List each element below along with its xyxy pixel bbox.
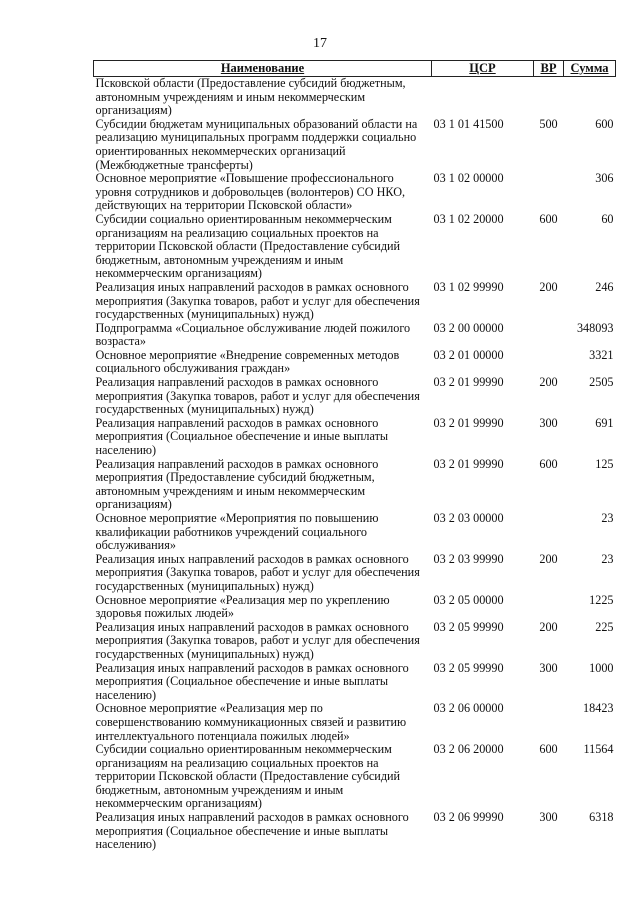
row-vr (534, 322, 564, 349)
row-name: Реализация иных направлений расходов в рамках основного мероприятия (Закупка товаров, работ и услуг для обеспечения государственных (муниципальных) нужд) (95, 619, 420, 661)
row-name: Реализация направлений расходов в рамках основного мероприятия (Социальное обеспечение и иные выплаты населению) (95, 415, 389, 458)
row-sum: 23 (601, 511, 614, 525)
row-name: Реализация направлений расходов в рамках основного мероприятия (Закупка товаров, работ и услуг для обеспечения государственных (муниципальных) нужд) (95, 375, 420, 417)
row-csr: 03 2 01 99990 (433, 456, 504, 471)
header-vr: ВР (534, 61, 564, 77)
row-name: Реализация иных направлений расходов в рамках основного мероприятия (Социальное обеспечение и иные выплаты населению) (95, 660, 409, 702)
table-row (94, 349, 616, 376)
table-row (94, 702, 616, 743)
table-row (94, 512, 616, 553)
row-vr: 300 (539, 415, 558, 430)
table-header-row (94, 61, 616, 77)
table-row (94, 172, 616, 213)
row-vr (534, 349, 564, 376)
row-name: Реализация направлений расходов в рамках основного мероприятия (Предоставление субсидий бюджетным, автономным учреждениям и иным некоммерческим организациям) (95, 456, 379, 512)
row-sum: 225 (595, 619, 614, 634)
row-sum: 1225 (589, 592, 614, 607)
table-row (94, 118, 616, 172)
row-csr: 03 2 06 20000 (433, 742, 504, 757)
table-row (94, 213, 616, 281)
row-csr: 03 2 00 00000 (433, 320, 504, 335)
row-sum: 691 (595, 415, 614, 430)
table-row (94, 662, 616, 703)
row-sum: 348093 (576, 320, 614, 335)
row-csr: 03 1 02 20000 (433, 211, 504, 226)
row-name: Основное мероприятие «Повышение профессионального уровня сотрудников и добровольцев (волонтеров) СО НКО, действующих на территории Псковской области» (95, 171, 406, 213)
row-name: Псковской области (Предоставление субсидий бюджетным, автономным учреждениям и иным некоммерческим организациям) (95, 76, 406, 118)
budget-table (93, 60, 616, 852)
row-vr: 300 (539, 660, 558, 675)
row-csr: 03 2 06 99990 (433, 810, 504, 825)
table-row (94, 811, 616, 852)
table-row (94, 553, 616, 594)
row-csr: 03 1 02 99990 (433, 279, 504, 294)
row-csr: 03 2 05 99990 (433, 660, 504, 675)
row-vr: 200 (539, 619, 558, 634)
page-number: 17 (313, 36, 327, 51)
row-sum: 23 (601, 551, 614, 566)
row-name: Реализация иных направлений расходов в рамках основного мероприятия (Закупка товаров, работ и услуг для обеспечения государственных (муниципальных) нужд) (95, 279, 420, 322)
row-name: Субсидии социально ориентированным некоммерческим организациям на реализацию социальных проектов на территории Псковской области (Предоставление субсидий бюджетным, автономным учреждениям и иным некоммерческим организациям) (95, 211, 401, 281)
row-csr: 03 2 05 00000 (433, 592, 504, 607)
row-name: Основное мероприятие «Внедрение современных методов социального обслуживания граждан» (95, 347, 400, 376)
row-vr: 600 (539, 211, 558, 226)
row-csr: 03 1 01 41500 (433, 116, 504, 131)
row-vr (534, 77, 564, 118)
row-csr (432, 77, 534, 118)
table-row (94, 594, 616, 621)
row-name: Основное мероприятие «Реализация мер по укреплению здоровья пожилых людей» (95, 592, 390, 621)
row-sum: 18423 (583, 701, 614, 716)
row-sum: 3321 (589, 347, 614, 362)
row-name: Основное мероприятие «Реализация мер по совершенствованию коммуникационных связей и развитию интеллектуального потенциала пожилых людей» (95, 701, 407, 743)
row-sum: 600 (595, 116, 614, 131)
row-sum: 306 (595, 171, 614, 186)
row-vr: 300 (539, 810, 558, 825)
row-csr: 03 1 02 00000 (433, 171, 504, 186)
row-vr (534, 172, 564, 213)
row-vr: 600 (539, 742, 558, 757)
row-sum: 246 (595, 279, 614, 294)
table-body (94, 77, 616, 852)
row-name: Субсидии бюджетам муниципальных образований области на реализацию муниципальных программ поддержки социально ориентированных некоммерческих организаций (Межбюджетные трансферты) (95, 116, 418, 172)
header-name: Наименование (94, 61, 432, 77)
table-row (94, 322, 616, 349)
table-row (94, 743, 616, 811)
row-name: Основное мероприятие «Мероприятия по повышению квалификации работников учреждений социального обслуживания» (95, 511, 379, 553)
row-name: Подпрограмма «Социальное обслуживание людей пожилого возраста» (95, 320, 411, 349)
row-sum (564, 77, 616, 118)
row-name: Реализация иных направлений расходов в рамках основного мероприятия (Закупка товаров, работ и услуг для обеспечения государственных (муниципальных) нужд) (95, 551, 420, 593)
row-csr: 03 2 03 00000 (433, 511, 504, 525)
row-vr: 600 (539, 456, 558, 471)
row-csr: 03 2 05 99990 (433, 619, 504, 634)
row-vr: 500 (539, 116, 558, 131)
row-sum: 11564 (583, 742, 614, 757)
table-row (94, 621, 616, 662)
row-sum: 125 (595, 456, 614, 471)
row-sum: 6318 (589, 810, 614, 825)
table-row (94, 376, 616, 417)
row-csr: 03 2 06 00000 (433, 701, 504, 716)
row-name: Реализация иных направлений расходов в рамках основного мероприятия (Социальное обеспечение и иные выплаты населению) (95, 810, 409, 852)
row-vr (534, 594, 564, 621)
row-vr (534, 512, 564, 553)
row-csr: 03 2 01 00000 (433, 347, 504, 362)
row-csr: 03 2 01 99990 (433, 375, 504, 390)
table-row (94, 458, 616, 512)
row-csr: 03 2 03 99990 (433, 551, 504, 566)
row-sum: 60 (601, 211, 614, 226)
row-csr: 03 2 01 99990 (433, 415, 504, 430)
row-name: Субсидии социально ориентированным некоммерческим организациям на реализацию социальных проектов на территории Псковской области (Предоставление субсидий бюджетным, автономным учреждениям и иным некоммерческим организациям) (95, 742, 401, 811)
row-sum: 2505 (589, 375, 614, 390)
table-row (94, 77, 616, 118)
header-sum: Сумма (564, 61, 616, 77)
row-vr: 200 (539, 551, 558, 566)
row-vr: 200 (539, 279, 558, 294)
row-vr (534, 702, 564, 743)
table-row (94, 281, 616, 322)
header-csr: ЦСР (432, 61, 534, 77)
row-sum: 1000 (589, 660, 614, 675)
row-vr: 200 (539, 375, 558, 390)
table-row (94, 417, 616, 458)
